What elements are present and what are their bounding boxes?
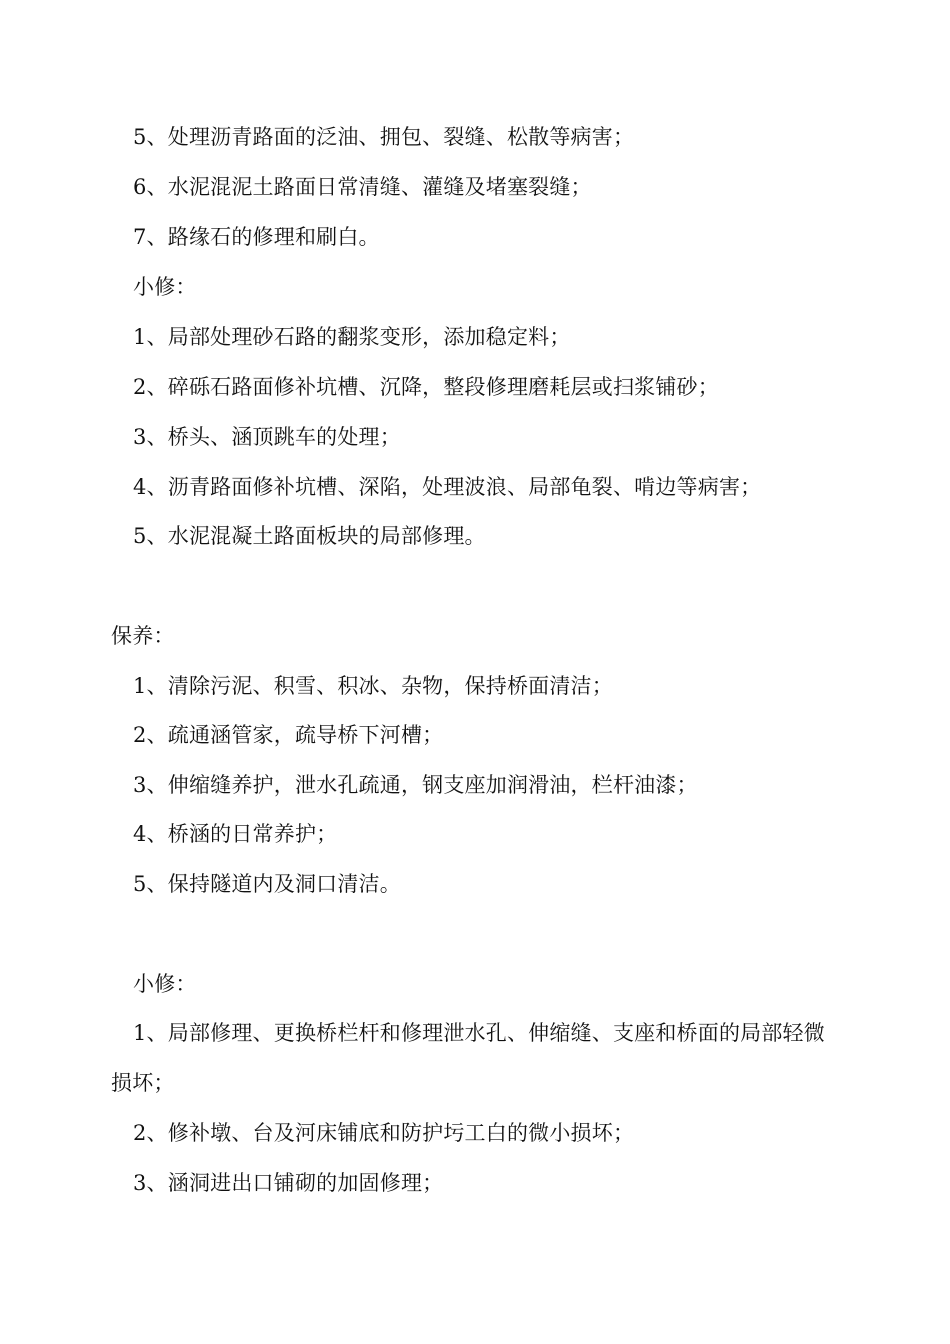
road-routine-item-7: 7、路缘石的修理和刷白。 bbox=[133, 225, 380, 249]
bridge-minor-repair-item-3: 3、涵洞进出口铺砌的加固修理； bbox=[133, 1171, 444, 1195]
road-minor-repair-item-4: 4、沥青路面修补坑槽、深陷，处理波浪、局部龟裂、啃边等病害； bbox=[133, 475, 762, 499]
road-routine-item-6: 6、水泥混泥土路面日常清缝、灌缝及堵塞裂缝； bbox=[133, 175, 592, 199]
road-minor-repair-item-3: 3、桥头、涵顶跳车的处理； bbox=[133, 425, 401, 449]
road-minor-repair-heading: 小修： bbox=[133, 275, 197, 299]
road-minor-repair-item-2: 2、碎砾石路面修补坑槽、沉降，整段修理磨耗层或扫浆铺砂； bbox=[133, 375, 719, 399]
bridge-minor-repair-item-1-line-2: 损坏； bbox=[111, 1071, 175, 1095]
bridge-minor-repair-item-1-line-1: 1、局部修理、更换桥栏杆和修理泄水孔、伸缩缝、支座和桥面的局部轻微 bbox=[133, 1021, 825, 1045]
road-routine-item-5: 5、处理沥青路面的泛油、拥包、裂缝、松散等病害； bbox=[133, 125, 635, 149]
bridge-minor-repair-item-2: 2、修补墩、台及河床铺底和防护圬工白的微小损坏； bbox=[133, 1121, 635, 1145]
bridge-maintenance-heading: 保养： bbox=[111, 624, 175, 648]
road-minor-repair-item-5: 5、水泥混凝土路面板块的局部修理。 bbox=[133, 524, 486, 548]
bridge-minor-repair-heading: 小修： bbox=[133, 972, 197, 996]
bridge-maintenance-item-5: 5、保持隧道内及洞口清洁。 bbox=[133, 872, 401, 896]
bridge-maintenance-item-3: 3、伸缩缝养护，泄水孔疏通，钢支座加润滑油，栏杆油漆； bbox=[133, 773, 698, 797]
bridge-maintenance-item-4: 4、桥涵的日常养护； bbox=[133, 822, 338, 846]
bridge-maintenance-item-2: 2、疏通涵管家，疏导桥下河槽； bbox=[133, 723, 444, 747]
road-minor-repair-item-1: 1、局部处理砂石路的翻浆变形，添加稳定料； bbox=[133, 325, 571, 349]
bridge-maintenance-item-1: 1、清除污泥、积雪、积冰、杂物，保持桥面清洁； bbox=[133, 674, 613, 698]
